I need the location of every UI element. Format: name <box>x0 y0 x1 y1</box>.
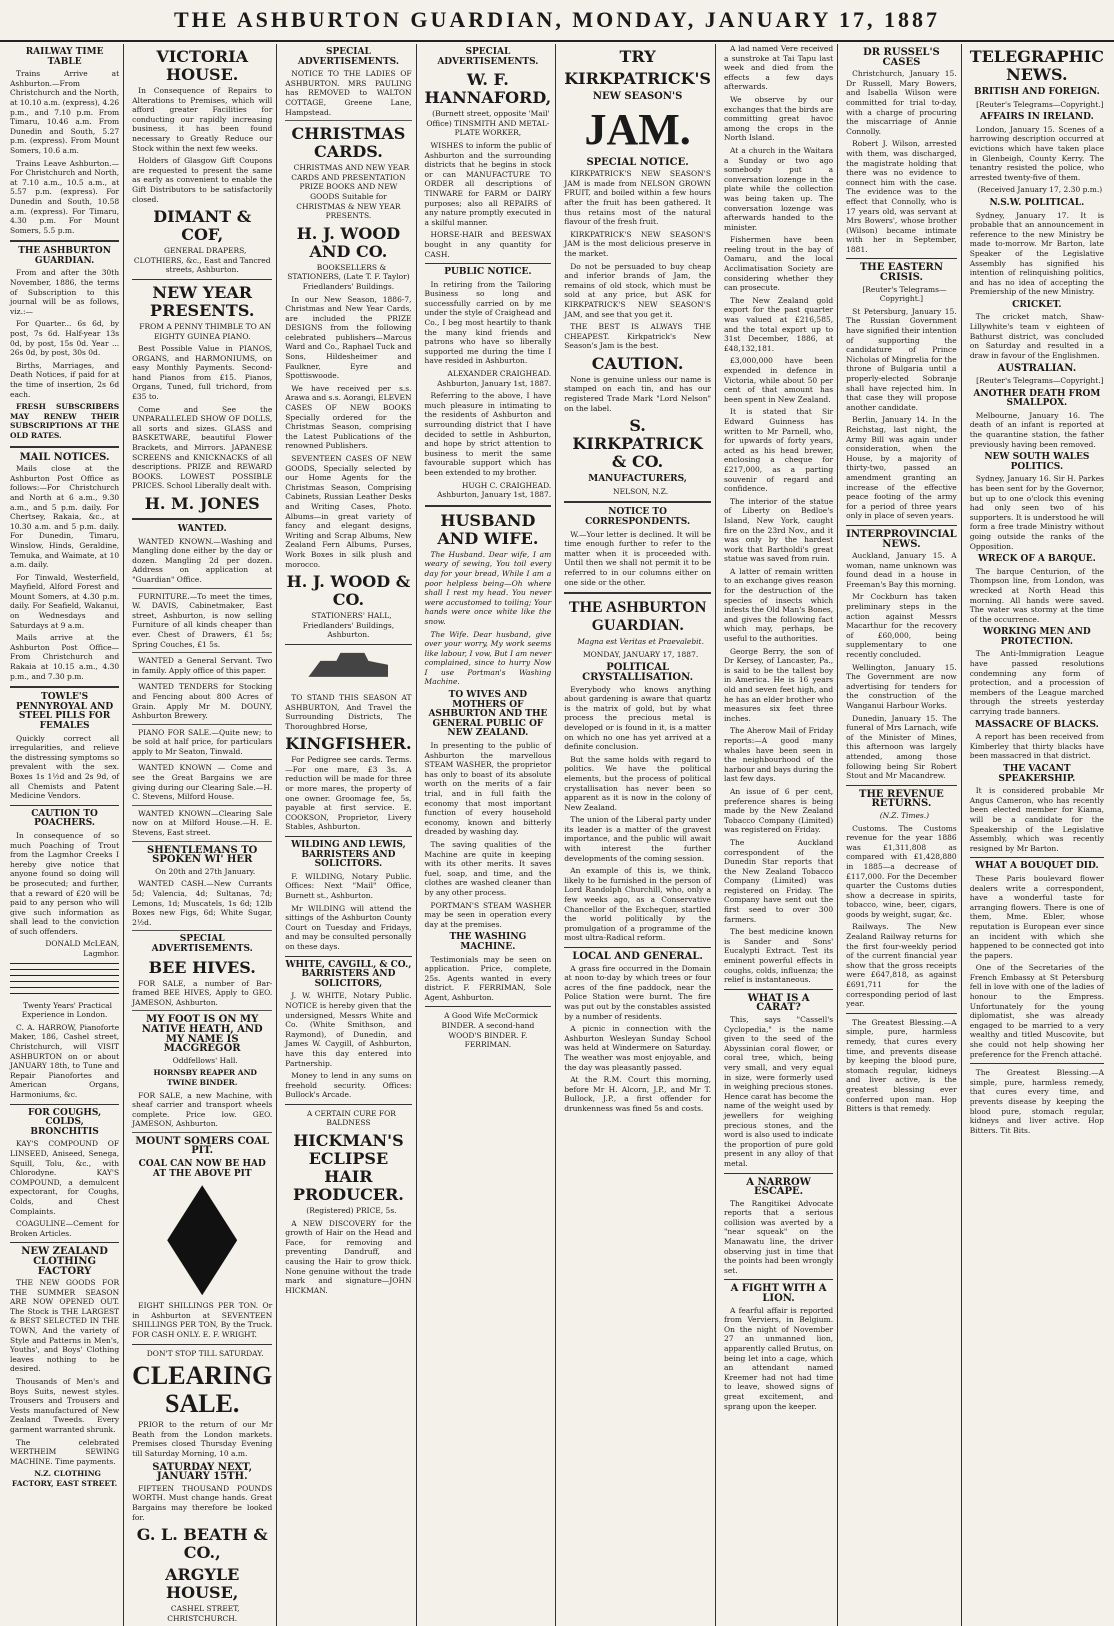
heading-victoria-house: VICTORIA HOUSE. <box>156 47 249 84</box>
text: A Good Wife McCormick BINDER. A second-hand WOOD'S BINDER. F. FERRIMAN. <box>441 1011 538 1050</box>
heading-guardian-editorial: THE ASHBURTON GUARDIAN. <box>568 599 707 635</box>
text: A lad named Vere received a sunstroke at Tai Tapu last week and died from the effects a few days afterwards. <box>723 44 834 92</box>
text: An issue of 6 per cent, preference shares is being made by the New Zealand Tobacco Company (Limited) was registered on Friday. <box>723 786 834 835</box>
text: At a church in the Waitara a Sunday or two ago somebody put a conversation lozenge in the plate while the collection was being taken up. The conversation lozenge was afterwards handed to the minister. <box>723 145 834 232</box>
text: HORSE-HAIR and BEESWAX bought in any quantity for CASH. <box>424 230 552 259</box>
text: [Reuter's Telegrams—Copyright.] <box>976 376 1104 386</box>
column-6 <box>720 44 838 1626</box>
text: Do not be persuaded to buy cheap and inferior brands of Jam, the remains of old stock, which must be sold at any price, but ASK for KIRKPATRICK'S NEW SEASON'S JAM, and see that you get it. <box>564 261 711 319</box>
text: Melbourne, January 16. The death of an infant is reported at the quarantine station, the father previously having been removed. <box>969 410 1104 449</box>
text: WANTED a General Servant. Two in family. Apply office of this paper. <box>132 656 272 679</box>
heading-guardian: THE ASHBURTON GUARDIAN. <box>18 246 111 266</box>
text: Wellington, January 15. The Government are now advertising for tenders for the construction of the Wanganui Harbour Works. <box>846 662 957 710</box>
text: FIFTEEN THOUSAND POUNDS WORTH. Must change hands. Great Bargains may therefore be looked for. <box>132 1483 273 1522</box>
text: We have received per s.s. Arawa and s.s. Aorangi, ELEVEN CASES OF NEW BOOKS Specially ordered for the Christmas Season, comprising the Latest Publications of the renowned Publishers. <box>285 383 412 451</box>
text: WANTED KNOWN — Come and see the Great Bargains we are giving during our Clearing Sale.—H. C. Stevens, Milford House. <box>132 763 272 805</box>
heading-new-year-presents: NEW YEAR PRESENTS. <box>150 282 255 320</box>
text: PIANO FOR SALE.—Quite new; to be sold at half price, for particulars apply to Mr Seaton, Tinwald. <box>132 728 272 761</box>
text: Money to lend in any sums on freehold security. Offices: Bullock's Arcade. <box>285 1071 412 1100</box>
text: For Tinwald, Westerfield, Mayfield, Alford Forest and Mount Somers, at 4.30 p.m. daily. For Seafield, Wakanui, on Wednesdays and Saturdays at 9 a.m. <box>10 572 120 630</box>
heading-revenue: THE REVENUE RETURNS. <box>859 788 944 810</box>
text: Magna est Veritas et Praevalebit. <box>577 637 704 647</box>
text: £3,000,000 have been expended in defence in Victoria, while about 50 per cent of that amount has been spent in New Zealand. <box>723 356 834 404</box>
text: In consequence of so much Poaching of Trout from the Lagmhor Creeks I hereby give notice that anyone found so doing will be prosecuted; and further, that a reward of £20 will be paid to any person who will give such information as shall lead to the conviction of such offenders. <box>10 830 120 936</box>
heading-hannaford: W. F. HANNAFORD, <box>424 70 552 108</box>
text: The union of the Liberal party under its leader is a matter of the gravest importance, and the public will await with interest the further developments of the coming session. <box>564 815 711 863</box>
text: ALEXANDER CRAIGHEAD. Ashburton, January 1st, 1887. <box>437 369 552 388</box>
text: Mr Cockburn has taken preliminary steps in the action against Messrs Macarthur for the recovery of £60,000, being supplementary to one recently concluded. <box>846 592 957 660</box>
text: (Burnett street, opposite 'Mail' Office) TINSMITH AND METAL-PLATE WORKER, <box>426 109 550 138</box>
text: NOTICE TO THE LADIES OF ASHBURTON. MRS PAULING has REMOVED to WALTON COTTAGE, Greene Lane, Hampstead. <box>285 69 411 121</box>
text: An example of this is, we think, likely to be furnished in the person of Lord Randolph Churchill, who, only a few weeks ago, as a Conservative Chancellor of the Exchequer, startled the world politically by the promulgation of a programme of the most ultra-Radical reform. <box>564 866 711 943</box>
text: Thousands of Men's and Boys Suits, newest styles. Trousers and Trousers and Vests manufactured of New Zealand Tweeds. Every garment warranted shrunk. <box>10 1377 120 1434</box>
text: WANTED KNOWN.—Washing and Mangling done either by the day or dozen. Mangling 2d per dozen. Address on application at "Guardian" Office. <box>132 537 272 589</box>
text: F. WILDING, Notary Public. Offices: Next "Mail" Office, Burnett st., Ashburton. <box>285 871 412 900</box>
text: The Auckland correspondent of the Dunedin Star reports that the New Zealand Tobacco Company (Limited) was registered on Friday. The Company have sent out the first seed to over 300 farmers. <box>723 837 834 924</box>
text: But the same holds with regard to politics. We have the political elements, but the process of political crystallisation has never been so apparent as it is now in the colony of New Zealand. <box>564 754 711 812</box>
heading-christmas-cards: CHRISTMAS CARDS. <box>291 124 406 162</box>
text: Fishermen have been reeling trout in the bay of Oamaru, and the local Acclimatisation Society are considering whether they can prosecute. <box>723 235 834 293</box>
text: FOR SALE, a number of Bar-framed BEE HIVES, Apply to GEO. JAMESON, Ashburton. <box>132 979 272 1012</box>
text: GENERAL DRAPERS, CLOTHIERS, &c., East and Tancred streets, Ashburton. <box>133 246 271 275</box>
heading-ireland: AFFAIRS IN IRELAND. <box>979 112 1094 123</box>
text: A NEW DISCOVERY for the growth of Hair on the Head and Face, for removing and preventing Dandruff, and causing the Hair to grow thick. None genuine without the trade mark and signature—JOHN HICKMAN. <box>285 1218 412 1295</box>
text: PRIOR to the return of our Mr Beath from the London markets. Premises closed Thursday Evening till Saturday Morning, 10 a.m. <box>132 1420 273 1458</box>
text: Births, Marriages, and Death Notices, if paid for at the time of insertion, 2s 6d each. <box>10 360 120 399</box>
heading-smallpox: ANOTHER DEATH FROM SMALLPOX. <box>973 388 1101 409</box>
text: WANTED KNOWN—Clearing Sale now on at Milford House.—H. E. Stevens, East street. <box>132 809 272 842</box>
text: FURNITURE.—To meet the times, W. DAVIS, Cabinetmaker, East street, Ashburton, is now selling Furniture of all kinds cheaper than ever. Chest of Drawers, £1 5s; Spring Couches, £1 5s. <box>132 592 272 654</box>
text: Auckland, January 15. A woman, name unknown was found dead in a house in Freeman's Bay this morning. <box>846 551 957 589</box>
heading-hj-wood: H. J. WOOD AND CO. <box>296 223 401 261</box>
text: A report has been received from Kimberley that thirty blacks have been massacred in that district. <box>969 732 1104 761</box>
text: THE BEST IS ALWAYS THE CHEAPEST. Kirkpatrick's New Season's Jam is the best. <box>564 322 711 351</box>
text: Twenty Years' Practical Experience in London. <box>21 1000 113 1020</box>
text: Trains Leave Ashburton.—For Christchurch and North, at 7.10 a.m., 10.5 a.m., at 5.57 p.m. (express). For Dunedin and South, 10.58 a.m. (express). For Timaru, 4.30 p.m. For Mount Somers, 5.5 p.m. <box>10 158 120 235</box>
heading-coal: COAL CAN NOW BE HAD AT THE ABOVE PIT <box>138 1159 266 1179</box>
text: COAGULINE—Cement for Broken Articles. <box>10 1219 120 1238</box>
heading-nsw-political: N.S.W. POLITICAL. <box>989 197 1085 208</box>
text: The Anti-Immigration League have passed resolutions condemning any form of protection, and a procession of members of the League marched through the streets yesterday carrying trade banners. <box>969 649 1104 717</box>
text: For Quarter... 6s 6d, by post, 7s 6d. Half-year 13s 0d, by post, 15s 0d. Year ... 26s 0d, by post, 30s 0d. <box>10 319 120 358</box>
heading-special-notice: SPECIAL NOTICE. <box>586 156 689 168</box>
text: None is genuine unless our name is stamped on each tin, and has our registered Trade Mark "Lord Nelson" on the label. <box>564 374 711 413</box>
text: George Berry, the son of Dr Kersey, of Lancaster, Pa., is said to be the tallest boy in America. He is 16 years old and seven feet high, and he has an elder brother who measures six feet three inches. <box>723 646 834 723</box>
column-3 <box>281 44 416 1626</box>
heading-political: POLITICAL CRYSTALLISATION. <box>582 662 694 683</box>
column-5 <box>560 44 716 1626</box>
heading-australian: AUSTRALIAN. <box>997 363 1077 375</box>
text: It is stated that Sir Edward Guinness has written to Mr Parnell, who, for upwards of forty years, acted as his head brewer, enclosing a cheque for £217,000, as a parting souvenir of regard and confidence. <box>723 407 834 494</box>
text: DON'T STOP TILL SATURDAY. <box>146 1348 264 1358</box>
text: A grass fire occurred in the Domain at noon to-day by which trees or four acres of the fine paddock, near the Police Station were burnt. The fire was put out by the constables assisted by a number of residents. <box>564 963 711 1021</box>
text: (Registered) PRICE, 5s. <box>306 1206 397 1216</box>
heading-hm-jones: H. M. JONES <box>144 494 260 513</box>
heading-eastern-crisis: THE EASTERN CRISIS. <box>859 262 943 284</box>
text: WISHES to inform the public of Ashburton and the surrounding districts that he begins in stock or can MANUFACTURE TO ORDER all descriptions of TINWARE for FARM or DAIRY purposes; also all REPAIRS of any nature promptly executed in a skilful manner. <box>424 140 552 227</box>
text: A latter of remain written to an exchange gives reason for the destruction of the species of insects which infests the Old Man's Bones, and gives the following fact which may, perhaps, be useful to the authorities. <box>723 566 834 644</box>
text: PORTMAN'S STEAM WASHER may be seen in operation every day at the premises. <box>424 900 552 929</box>
diamond-ornament <box>167 1185 237 1295</box>
heading-poachers: CAUTION TO POACHERS. <box>31 808 98 829</box>
text: EIGHT SHILLINGS PER TON. Or in Ashburton at SEVENTEEN SHILLINGS PER TON, By the Truck. FOR CASH ONLY. E. F. WRIGHT. <box>132 1301 273 1340</box>
heading-wreck: WRECK OF A BARQUE. <box>977 554 1096 565</box>
text: Trains Arrive at Ashburton.—From Christchurch and the North, at 10.10 a.m. (express), 4.26 p.m., and 7.10 p.m. From Timaru, 10.46 a.m. From Dunedin and South, 5.27 p.m. (express). From Mount Somers, 10.6 a.m. <box>10 69 120 155</box>
heading-coughs: FOR COUGHS, COLDS, BRONCHITIS <box>27 1107 102 1137</box>
text: St Petersburg, January 15. The Russian Government have signified their intention of supporting the candidature of Prince Nicholas of Mingrelia for the throne of Bulgaria until a properly-elected Sobranje shall have rejected him. In that case they will propose another candidate. <box>846 306 957 412</box>
heading-husband-wife: HUSBAND AND WIFE. <box>437 510 539 548</box>
heading-interprovincial: INTERPROVINCIAL NEWS. <box>846 528 957 550</box>
heading-macgregor: MY FOOT IS ON MY NATIVE HEATH, AND MY NAME IS MACGREGOR <box>141 1014 263 1055</box>
heading-kirkpatrick-co: S. KIRKPATRICK & CO. <box>572 416 703 472</box>
text: Mails arrive at the Ashburton Post Office—From Christchurch and Rakaia at 10.15 a.m., 4.30 p.m., and 7.30 p.m. <box>10 633 120 681</box>
text: Quickly correct all irregularities, and relieve the distressing symptoms so prevalent with the sex. Boxes 1s 1½d and 2s 9d, of all Chemists and Patent Medicine Vendors. <box>10 733 120 801</box>
text: J. W. WHITE, Notary Public. NOTICE is hereby given that the undersigned, Messrs White and Co. (White Smithson, and Raymond), of Dunedin, and James W. Caygill, of Ashburton, have this day entered into Partnership. <box>285 991 412 1068</box>
text: The Greatest Blessing.—A simple, pure, harmless remedy, that cures every time, and prevents disease by keeping the blood pure, stomach regular, kidneys and liver active. Hop Bitters. Tit Bits. <box>969 1068 1104 1135</box>
text: KIRKPATRICK'S NEW SEASON'S JAM is the most delicious preserve in the market. <box>564 229 711 258</box>
text: WANTED TENDERS for Stocking and Fencing about 800 Acres of Grain. Apply Mr M. DOUNY, Ashburton Brewery. <box>132 682 272 724</box>
text: On 20th and 27th January. <box>155 866 256 876</box>
heading-special-ads: SPECIAL ADVERTISEMENTS. <box>151 934 253 954</box>
heading-hj-wood-co: H. J. WOOD & CO. <box>286 572 411 610</box>
heading-nsw-politics: NEW SOUTH WALES POLITICS. <box>984 452 1090 472</box>
masthead <box>0 0 1114 42</box>
text: FRESH SUBSCRIBERS MAY RENEW THEIR SUBSCRIPTIONS AT THE OLD RATES. <box>10 402 120 440</box>
heading-manufacturers: MANUFACTURERS, <box>588 474 687 485</box>
column-4 <box>421 44 557 1626</box>
text: The Greatest Blessing.—A simple, pure, harmless remedy, that cures every time, and prevents disease by keeping the blood pure, stomach regular, kidneys and liver active, is the greatest blessing ever conferred upon man. Hop Bitters is that remedy. <box>846 1017 957 1114</box>
text: SEVENTEEN CASES OF NEW GOODS, Specially selected by our Home Agents for the Christmas Season, Comprising Cabinets, Russian Leather Desks and Writing Cases, Photo. Albums—in great variety of fancy and elegant designs, Writing and Scrap Albums, New Zealand Fern Albums, Purses, Work Boxes in silk plush and morocco. <box>285 454 412 569</box>
text: CHRISTMAS AND NEW YEAR CARDS AND PRESENTATION PRIZE BOOKS AND NEW GOODS Suitable for CHRISTMAS & NEW YEAR PRESENTS. <box>291 163 410 221</box>
text: NELSON, N.Z. <box>613 486 669 496</box>
heading-dr-russel: DR RUSSEL'S CASES <box>863 47 940 68</box>
heading-wanted: WANTED. <box>177 524 227 534</box>
text: BOOKSELLERS & STATIONERS, (Late T. F. Taylor) Friedlanders' Buildings. <box>287 262 410 291</box>
text: A fearful affair is reported from Verviers, in Belgium. On the night of November 27 an unmanned lion, apparently called Brutus, on being let into a cage, which an attendant named Kreemer had not had time to leave, showed signs of great excitement, and sprang upon the keeper. <box>723 1305 834 1411</box>
text: Referring to the above, I have much pleasure in intimating to the residents of Ashburton and surrounding district that I have decided to settle in Ashburton, and hope by strict attention to business to merit the same favourable support which has been extended to my brother. <box>424 391 552 477</box>
heading-jam: JAM. <box>584 104 691 154</box>
heading-dimant: DIMANT & COF, <box>153 207 252 245</box>
text: C. A. HARROW, Pianoforte Maker, 186, Cashel street, Christchurch, will VISIT ASHBURTON on or about JANUARY 18th, to Tune and Repair Pianofortes and American Organs, Harmoniums, &c. <box>10 1022 120 1099</box>
heading-carat: WHAT IS A CARAT? <box>747 992 810 1014</box>
text: DONALD McLEAN, Lagmhor. <box>45 939 120 959</box>
text: The Husband. Dear wife, I am weary of sewing, You toil every day for your bread, While I am a poor helpless being—Oh where shall I rest my head. You never were accustomed to toiling; Your hands were once white like the snow. <box>424 549 552 626</box>
text: Berlin, January 14. In the Reichstag, last night, the Army Bill was again under consideration, when the House, by a majority of thirty-two, passed an amendment granting an increase of the effective peace footing of the army for a period of three years only in place of seven years. <box>846 415 957 521</box>
text: Best Possible Value in PIANOS, ORGANS, and HARMONIUMS, on easy Monthly Payments. Second-hand Pianos from £15. Pianos, Organs, Tuned, full trichord, from £35 to. <box>132 344 273 402</box>
text: A picnic in connection with the Ashburton Wesleyan Sunday School was held at Windermere on Saturday. The weather was most enjoyable, and the day was pleasantly passed. <box>564 1024 711 1072</box>
text: STATIONERS' HALL, Friedlanders' Buildings, Ashburton. <box>302 611 395 640</box>
heading-clothing: NEW ZEALAND CLOTHING FACTORY <box>21 1246 108 1277</box>
heading-british-foreign: BRITISH AND FOREIGN. <box>973 87 1100 97</box>
text: London, January 15. Scenes of a harrowing description occurred at evictions which have taken place in Glenbeigh, County Kerry. The tenantry resisted the police, who arrested twenty-five of them. <box>969 124 1104 182</box>
newspaper-title: THE ASHBURTON GUARDIAN, MONDAY, JANUARY 17, 1887 <box>173 7 941 32</box>
music-notation-illustration <box>10 963 119 997</box>
heading-new-season: NEW SEASON'S <box>592 91 683 102</box>
text: Sydney, January 17. It is probable that an announcement in reference to the new Ministry be made to-morrow. Mr Barton, late Speaker of the Legislative Assembly has signified his intention of relinquishing politics, and has no idea of accepting the Premiership of the new Ministry. <box>969 210 1104 297</box>
text: FROM A PENNY THIMBLE TO AN EIGHTY GUINEA PIANO. <box>139 321 272 341</box>
heading-bee-hives: BEE HIVES. <box>148 957 256 977</box>
text: The best medicine known is Sander and Sons' Eucalypti Extract. Test its eminent powerful effects in coughs, colds, influenza; the relief is instantaneous. <box>723 927 834 985</box>
text: Railways. The New Zealand Railway returns for the first four-weekly period of the current financial year show that the gross receipts were £647,818, as against £691,711 for the corresponding period of last year. <box>846 922 957 1009</box>
text: HUGH C. CRAIGHEAD. Ashburton, January 1st, 1887. <box>437 480 552 500</box>
text: The Wife. Dear husband, give over your worry, My work seems like labour, I vow, But I am never complained, since to hurry Now I use Portman's Washing Machine. <box>424 629 552 687</box>
heading-special-ads: SPECIAL ADVERTISEMENTS. <box>297 47 399 67</box>
text: It is considered probable Mr Angus Cameron, who has recently been elected member for Kiama, will be a candidate for the Speakership of the Legislative Assembly, which was recently resigned by Mr Barton. <box>969 786 1104 853</box>
heading-kirkpatricks: KIRKPATRICK'S <box>564 69 711 88</box>
heading-caution: CAUTION. <box>591 353 684 373</box>
text: (Received January 17, 2.30 p.m.) <box>977 185 1103 195</box>
text: WANTED CASH.—New Currants 5d; Valencia, 4d; Sultanas, 7d; Lemons, 1d; Muscatels, 1s 6d; 12lb Boxes new Figs, 6d; White Sugar, 2½d. <box>132 879 272 931</box>
text: One of the Secretaries of the French Embassy at St Petersburg fell in love with one of the ladies of honour to the Empress. Unfortunately for the young diplomatist, she was already engaged to be married to a very wealthy and titled Muscovite, but she could not help showing her preference for the French attaché. <box>969 963 1104 1059</box>
heading-lion: A FIGHT WITH A LION. <box>730 1283 827 1305</box>
heading-local-general: LOCAL AND GENERAL. <box>572 951 703 962</box>
text: The saving qualities of the Machine are quite in keeping with its other merits. It saves fuel, soap, and time, and the clothes are washed cleaner than by any other process. <box>424 839 552 897</box>
heading-telegraphic: TELEGRAPHIC NEWS. <box>969 47 1104 84</box>
heading-towle: TOWLE'S PENNYROYAL AND STEEL PILLS FOR FEMALES <box>16 692 114 731</box>
newspaper-columns <box>6 44 1108 1623</box>
text: For Pedigree see cards. Terms.—For one mare, £3 3s. A reduction will be made for three or more mares, the property of one owner. Groomage fee, 5s, payable at first service. E. COOKSON, Proprietor, Livery Stables, Ashburton. <box>285 755 412 832</box>
text: The Aherow Mail of Friday reports:—A good many whales have been seen in the neighbourhood of the harbour and bays during the last few days. <box>723 726 834 784</box>
heading-speakership: THE VACANT SPEAKERSHIP. <box>998 764 1076 784</box>
heading-public-notice: PUBLIC NOTICE. <box>444 267 532 278</box>
text: In retiring from the Tailoring Business so long and successfully carried on by me under the style of Craighead and Co., I beg most heartily to thank the many kind friends and patrons who have so liberally supported me during the time I have resided in Ashburton. <box>424 279 552 366</box>
text: N.Z. CLOTHING FACTORY, EAST STREET. <box>11 1469 118 1488</box>
text: Mails close at the Ashburton Post Office as follows:—For Christchurch and North at 6 a.m., 9.30 a.m., and 5 p.m. daily. For Chertsey, Rakaia, &c., at 10.30 a.m. and 5 p.m. daily. For Dunedin, Timaru, Winslow, Hinds, Geraldine, Temuka, and Waimate, at 10 a.m. daily. <box>10 464 120 570</box>
text: Holders of Glasgow Gift Coupons are requested to present the same as early as convenient to enable the Gift Distributors to be satisfactorily closed. <box>132 156 273 204</box>
heading-try: TRY <box>619 47 656 66</box>
text: [Reuter's Telegrams—Copyright.] <box>862 284 947 304</box>
text: In presenting to the public of Ashburton the marvellous STEAM WASHER, the proprietor has only to boast of its absolute worth on the merits of a fair trial, and in full faith the economy that most important function of every household economy, known and bitterly dreaded by washing day. <box>424 741 552 837</box>
text: Christchurch, January 15. Dr Russell, Mary Bowers, and Isabella Wilson were committed for trial to-day, with a charge of procuring the miscarriage of Annie Connolly. <box>846 69 957 136</box>
heading-clearing-sale: CLEARING SALE. <box>132 1361 273 1419</box>
text: The cricket match, Shaw-Lillywhite's team v eighteen of Bathurst district, was concluded on Saturday and resulted in a draw in favour of the Englishmen. <box>969 312 1104 360</box>
text: The barque Centurion, of the Thompson line, from London, was wrecked at North Head this morning. All hands were saved. The water was stormy at the time of the occurrence. <box>969 566 1104 624</box>
text: HORNSBY REAPER AND TWINE BINDER. <box>153 1068 257 1087</box>
heading-mail: MAIL NOTICES. <box>19 451 110 463</box>
text: Customs. The Customs revenue for the year 1886 was £1,311,808 as compared with £1,428,880 in 1885—a decrease of £117,000. For the December quarter the Customs duties show a decrease in spirits, tobacco, wine, beer, cigars, goods by weight, sugar, &c. <box>846 823 957 919</box>
text: THE NEW GOODS FOR THE SUMMER SEASON ARE NOW OPENED OUT. The Stock is THE LARGEST & BEST SELECTED IN THE TOWN, And the variety of Style and Patterns in Men's, Youths', and Boys' Clothing leaves nothing to be desired. <box>10 1278 120 1374</box>
text: In our New Season, 1886-7, Christmas and New Year Cards, are included the PRIZE DESIGNS from the following celebrated publishers—Marcus Ward and Co., Raphael Tuck and Sons, Hildesheimer and Faulkner, Eyre and Spottiswoode. <box>285 294 412 381</box>
heading-massacre: MASSACRE OF BLACKS. <box>974 719 1099 730</box>
text: KIRKPATRICK'S NEW SEASON'S JAM is made from NELSON GROWN FRUIT, and boiled within a few hours after the fruit has been gathered. It thus retains most of the natural flavour of the fresh fruit. <box>564 169 711 227</box>
text: MONDAY, JANUARY 17, 1887. <box>582 649 699 659</box>
text: The interior of the statue of Liberty on Bedloe's Island, New York, caught fire on the 23rd Nov., and it was only by the hardest work that Bartholdi's great statue was saved from ruin. <box>723 496 834 564</box>
heading-coal-pit: MOUNT SOMERS COAL PIT. <box>135 1135 270 1157</box>
heading-wilding-lewis: WILDING AND LEWIS, BARRISTERS AND SOLICITORS. <box>291 840 406 870</box>
text: This, says "Cassell's Cyclopedia," is the name given to the seed of the Abyssinian coral flower, or coral tree, which, being very small, and very equal in size, were formerly used in weighing precious stones. Hence carat has become the name of the weight used by jewellers for weighing precious stones, and the word is also used to indicate the proportion of pure gold present in any alloy of that metal. <box>723 1015 834 1168</box>
heading-kingfisher: KINGFISHER. <box>285 734 412 754</box>
heading-argyle: ARGYLE HOUSE, <box>165 1565 240 1603</box>
text: Everybody who knows anything about gardening is aware that quartz is the matrix of gold, but by what process the precious metal is developed or is found in it, is a matter on which no one has yet arrived at a definite conclusion. <box>564 684 711 752</box>
heading-cricket: CRICKET. <box>1012 299 1062 310</box>
heading-beath: G. L. BEATH & CO., <box>136 1525 268 1563</box>
text: Dunedin, January 15. The funeral of Mrs Larnach, wife of the Minister of Mines, this afternoon was largely attended, among those following being Sir Robert Stout and Mr Macandrew. <box>846 713 957 781</box>
text: The celebrated WERTHEIM SEWING MACHINE. Time payments. <box>10 1437 120 1466</box>
horse-illustration <box>308 649 388 689</box>
text: In Consequence of Repairs to Alterations to Premises, which will afford greater Facilities for conducting our rapidly increasing business, it has been found necessary to Greatly Reduce our Stock within the next few weeks. <box>132 86 273 153</box>
text: [Reuter's Telegrams—Copyright.] <box>976 99 1104 109</box>
heading-narrow-escape: A NARROW ESCAPE. <box>746 1176 811 1198</box>
heading-correspondents: NOTICE TO CORRESPONDENTS. <box>585 507 691 528</box>
text: A CERTAIN CURE FOR BALDNESS <box>306 1108 396 1128</box>
text: Sydney, January 16. Sir H. Parkes has been sent for by the Governor, but up to one o'clock this evening had only seen two of his supporters. It is understood he will form a free trade Ministry without going outside the ranks of the Opposition. <box>969 474 1104 551</box>
heading-saturday: SATURDAY NEXT, JANUARY 15TH. <box>152 1461 253 1483</box>
text: CASHEL STREET, CHRISTCHURCH. <box>167 1604 240 1623</box>
text: W.—Your letter is declined. It will be time enough further to refer to the matter when it is proceeded with. Until then we shall not permit it to be referred to in our columns either on one side or the other. <box>564 529 711 587</box>
text: KAY'S COMPOUND OF LINSEED, Aniseed, Senega, Squill, Tolu, &c., with Chlorodyne. KAY'S COMPOUND, a demulcent expectorant, for Coughs, Colds, and Chest Complaints. <box>10 1139 120 1216</box>
heading-washing-machine: THE WASHING MACHINE. <box>449 932 527 952</box>
text: Robert J. Wilson, arrested with them, was discharged, the magistrate holding that there was no evidence to connect him with the case. The evidence was to the effect that Connolly, who is 17 years old, was servant at Mrs Bowers', whose brother (Wilson) became intimate with her in September, 1881. <box>846 139 957 254</box>
column-7 <box>842 44 962 1626</box>
text: From and after the 30th November, 1886, the terms of Subscription to this journal will be as follows, viz.:— <box>10 268 120 316</box>
heading-shentlemans: SHENTLEMANS TO SPOKEN WI' HER <box>147 844 258 866</box>
text: Testimonials may be seen on application. Price, complete, 25s. Agents wanted in every district. F. FERRIMAN, Sole Agent, Ashburton. <box>424 954 552 1002</box>
column-2 <box>128 44 277 1626</box>
heading-white-caygill: WHITE, CAVGILL, & CO., BARRISTERS AND SOLICITORS, <box>285 959 412 989</box>
heading-working-men: WORKING MEN AND PROTECTION. <box>983 627 1091 647</box>
text: The New Zealand gold export for the past quarter was valued at £216,585, and the total export up to 31st December, 1886, at £48,132,181. <box>723 295 834 353</box>
text: These Paris boulevard flower dealers write a correspondent, have a wonderful taste for arranging flowers. There is one of them, Mme. Ebler, whose reputation is European ever since an incident with which she happened to be connected got into the papers. <box>969 873 1104 960</box>
text: We observe by our exchanges that the birds are committing great havoc among the crops in the North Island. <box>723 94 834 143</box>
heading-railway: RAILWAY TIME TABLE <box>25 47 104 67</box>
heading-special-ads: SPECIAL ADVERTISEMENTS. <box>437 47 539 67</box>
text: Oddfellows' Hall. <box>172 1055 238 1065</box>
text: Mr WILDING will attend the sittings of the Ashburton County Court on Tuesday and Fridays, and may be consulted personally on these days. <box>285 903 412 951</box>
heading-wives-mothers: TO WIVES AND MOTHERS OF ASHBURTON AND THE GENERAL PUBLIC OF NEW ZEALAND. <box>428 690 548 739</box>
heading-hickman: HICKMAN'S ECLIPSE HAIR PRODUCER. <box>292 1131 404 1205</box>
text: TO STAND THIS SEASON AT ASHBURTON, And Travel the Surrounding Districts, The Thoroughbred Horse, <box>285 692 412 731</box>
text: FOR SALE, a new Machine, with sheaf carrier and transport wheels complete. Price low. GEO. JAMESON, Ashburton. <box>132 1091 272 1133</box>
text: At the R.M. Court this morning, before Mr H. Alcorn, J.P., and Mr T. Bullock, J.P., a first offender for drunkenness was fined 5s and costs. <box>564 1075 711 1113</box>
text: The Rangitikei Advocate reports that a serious collision was averted by a "near squeak" on the Manawatu line, the driver observing just in time that the points had been wrongly set. <box>723 1198 834 1275</box>
text: (N.Z. Times.) <box>879 810 930 820</box>
text: Come and See the UNPARALLELED SHOW OF DOLLS, all sorts and sizes. GLASS and BASKETWARE, beautiful Flower Brackets, and Mirrors. JAPANESE SCREENS and KNICKNACKS of all descriptions. PRIZE and REWARD BOOKS. LOWEST POSSIBLE PRICES. School Liberally dealt with. <box>132 404 273 491</box>
column-8 <box>966 44 1108 1626</box>
heading-bouquet: WHAT A BOUQUET DID. <box>975 861 1099 872</box>
column-1 <box>6 44 124 1626</box>
